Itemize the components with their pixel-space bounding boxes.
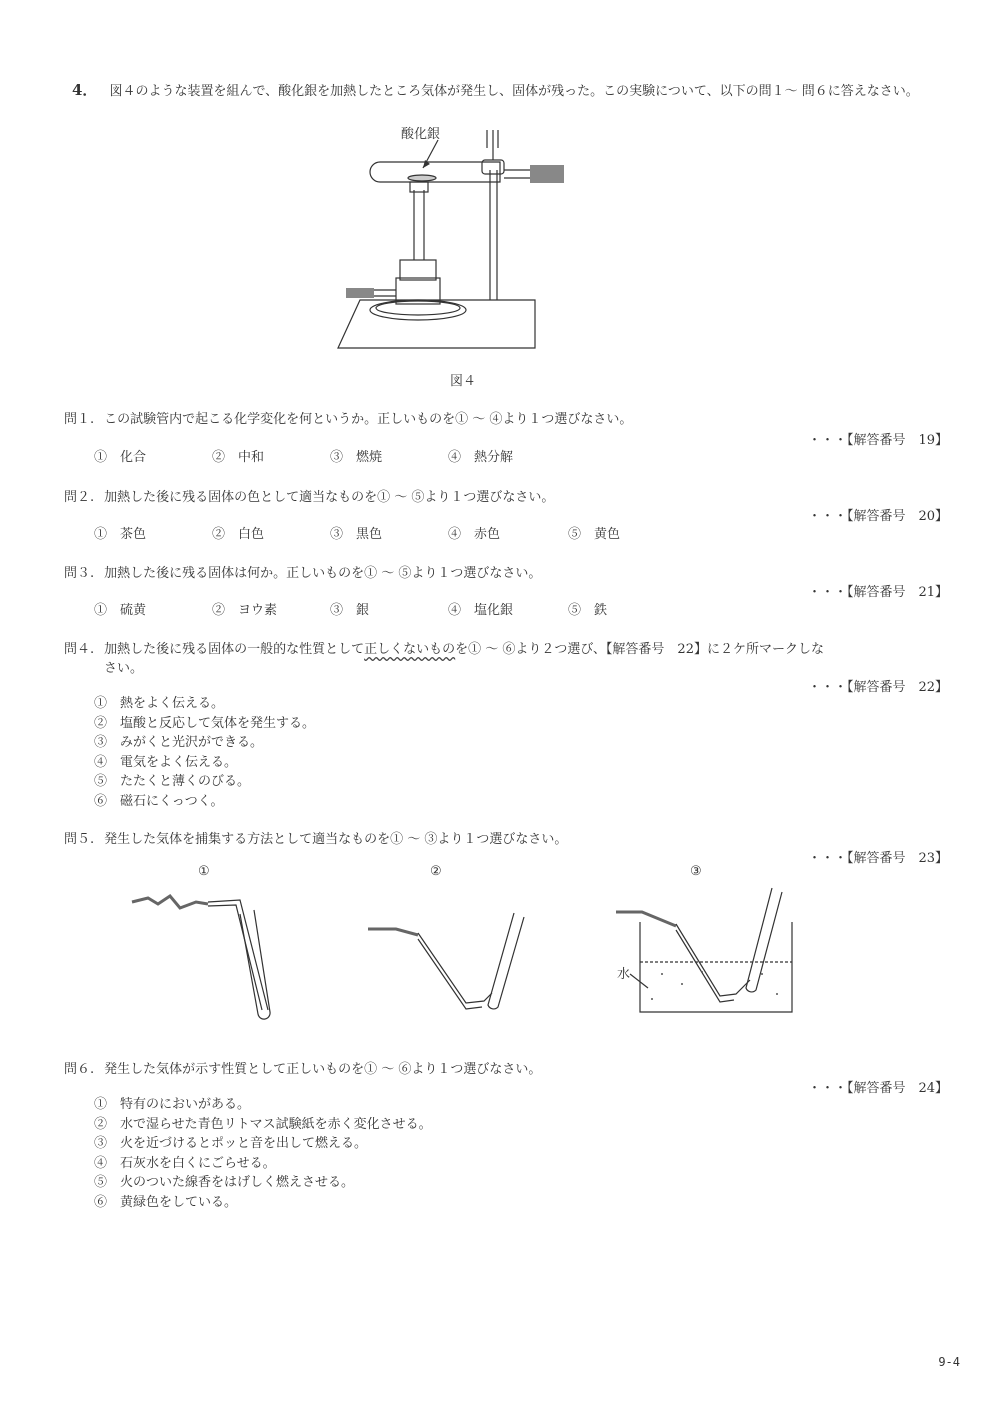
answer-number-23: ・・・【解答番号 23】 (807, 851, 948, 866)
q3-option-5[interactable]: ⑤ 鉄 (568, 603, 608, 618)
q2-option-5[interactable]: ⑤ 黄色 (568, 527, 621, 542)
q1-option-4[interactable]: ④ 熱分解 (448, 450, 514, 465)
q5-water-label: 水 (617, 967, 631, 982)
question-3 (64, 562, 541, 581)
answer-number-20: ・・・【解答番号 20】 (807, 509, 948, 524)
q4-option-5[interactable]: ⑤ たたくと薄くのびる。 (94, 774, 251, 789)
figure-4-apparatus (330, 120, 570, 350)
question-5-text: 発生した気体を捕集する方法として適当なものを① ～ ③より１つ選びなさい。 (104, 832, 568, 847)
question-4-text-line2: さい。 (104, 661, 144, 676)
q6-option-1[interactable]: ① 特有のにおいがある。 (94, 1097, 251, 1112)
q4-option-6[interactable]: ⑥ 磁石にくっつく。 (94, 793, 224, 809)
q5-figure-1-upward-displacement[interactable] (128, 890, 298, 1020)
question-6 (64, 1058, 541, 1077)
q4-option-1[interactable]: ① 熱をよく伝える。 (94, 696, 225, 711)
question-3-text: 加熱した後に残る固体は何か。正しいものを① ～ ⑤より１つ選びなさい。 (104, 566, 542, 581)
q3-option-2[interactable]: ② ヨウ素 (212, 603, 278, 618)
q6-option-6[interactable]: ⑥ 黄緑色をしている。 (94, 1194, 238, 1210)
question-4-text-pre: 加熱した後に残る固体の一般的な性質として (104, 642, 365, 657)
answer-number-21: ・・・【解答番号 21】 (807, 585, 948, 600)
page-number: 9-4 (938, 1355, 960, 1369)
question-1-label: 問１. (64, 412, 95, 427)
answer-number-22: ・・・【解答番号 22】 (807, 680, 948, 695)
q6-option-4[interactable]: ④ 石灰水を白くにごらせる。 (94, 1155, 276, 1171)
q5-figure-label-1: ① (198, 864, 210, 879)
q4-option-3[interactable]: ③ みがくと光沢ができる。 (94, 735, 264, 750)
q2-option-4[interactable]: ④ 赤色 (448, 527, 501, 542)
q6-option-5[interactable]: ⑤ 火のついた線香をはげしく燃えさせる。 (94, 1175, 355, 1190)
problem-text: 図４のような装置を組んで、酸化銀を加熱したところ気体が発生し、固体が残った。この実験について、以下の問１～ 問６に答えなさい。 (109, 84, 919, 99)
question-6-options (94, 1095, 432, 1212)
answer-number-19: ・・・【解答番号 19】 (807, 433, 948, 448)
question-2-label: 問２. (64, 490, 95, 505)
q3-option-3[interactable]: ③ 銀 (330, 603, 370, 618)
q6-option-3[interactable]: ③ 火を近づけるとポッと音を出して燃える。 (94, 1136, 368, 1151)
problem-intro (72, 80, 962, 102)
figure-label-silver-oxide: 酸化銀 (401, 127, 441, 142)
q5-figure-label-3: ③ (690, 864, 702, 879)
q6-option-2[interactable]: ② 水で湿らせた青色リトマス試験紙を赤く変化させる。 (94, 1116, 432, 1132)
question-4-label: 問４. (64, 642, 95, 657)
question-4 (64, 638, 824, 657)
q5-figure-3-water-displacement[interactable] (612, 884, 802, 1016)
q2-option-3[interactable]: ③ 黒色 (330, 527, 383, 542)
q2-option-1[interactable]: ① 茶色 (94, 527, 147, 542)
question-4-text-post: を① ～ ⑥より２つ選び、【解答番号 22】に２ケ所マークしな (455, 642, 824, 657)
q1-option-2[interactable]: ② 中和 (212, 450, 265, 465)
q3-option-1[interactable]: ① 硫黄 (94, 603, 147, 618)
question-4-options (94, 694, 315, 811)
q4-option-2[interactable]: ② 塩酸と反応して気体を発生する。 (94, 715, 316, 731)
q1-option-3[interactable]: ③ 燃焼 (330, 450, 383, 465)
question-2 (64, 486, 554, 505)
question-6-label: 問６. (64, 1062, 95, 1077)
problem-number: 4． (72, 81, 98, 99)
q2-option-2[interactable]: ② 白色 (212, 527, 265, 542)
question-6-text: 発生した気体が示す性質として正しいものを① ～ ⑥より１つ選びなさい。 (104, 1062, 542, 1077)
answer-number-24: ・・・【解答番号 24】 (807, 1081, 948, 1096)
question-5 (64, 828, 567, 847)
figure-caption: 図４ (450, 374, 477, 389)
question-4-text-emphasis: 正しくないもの (364, 642, 456, 657)
q3-option-4[interactable]: ④ 塩化銀 (448, 603, 514, 618)
q4-option-4[interactable]: ④ 電気をよく伝える。 (94, 754, 238, 770)
question-2-text: 加熱した後に残る固体の色として適当なものを① ～ ⑤より１つ選びなさい。 (104, 490, 555, 505)
q5-figure-2-downward-displacement[interactable] (366, 905, 536, 1020)
question-3-label: 問３. (64, 566, 95, 581)
question-1-text: この試験管内で起こる化学変化を何というか。正しいものを① ～ ④より１つ選びなさい。 (104, 412, 633, 427)
question-1 (64, 408, 632, 427)
question-5-label: 問５. (64, 832, 95, 847)
q5-figure-label-2: ② (430, 864, 442, 879)
q1-option-1[interactable]: ① 化合 (94, 450, 147, 465)
